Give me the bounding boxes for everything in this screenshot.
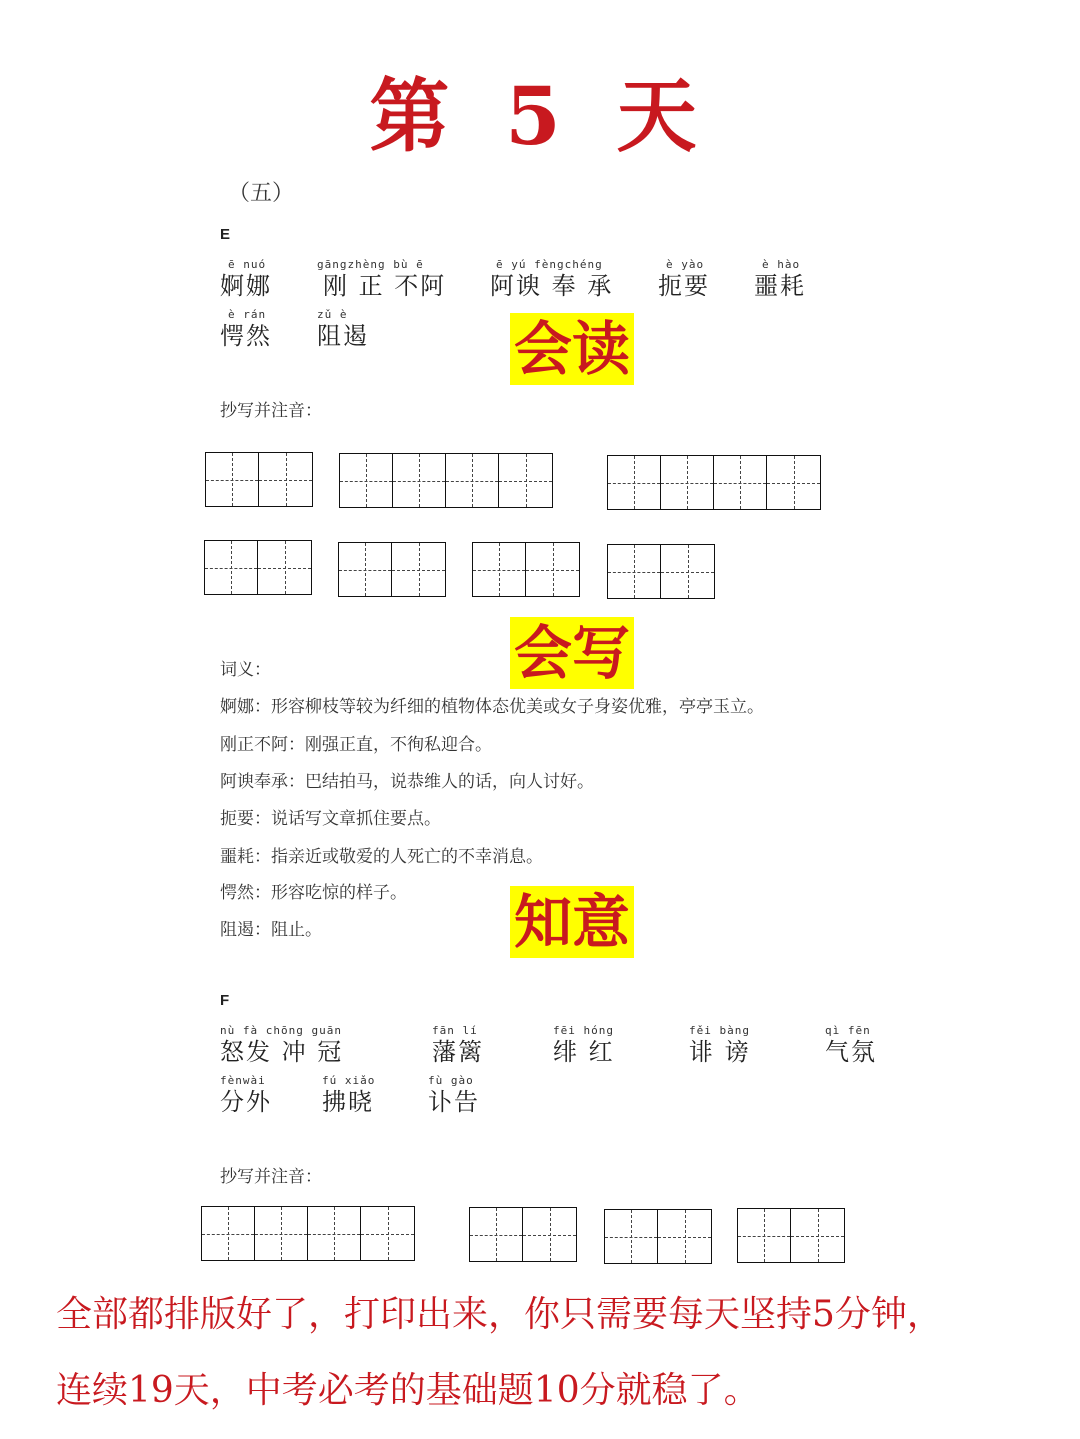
stamp-read: 会读 <box>510 313 634 385</box>
word-e-6 <box>220 308 272 351</box>
definition-item: 愕然：形容吃惊的样子。 <box>220 883 407 903</box>
hanzi: 扼要 <box>658 272 710 300</box>
word-f-4 <box>689 1024 751 1067</box>
hanzi: 愕然 <box>220 322 272 350</box>
writing-grid[interactable] <box>204 540 312 595</box>
word-f-1 <box>220 1024 343 1067</box>
hanzi: 绯 红 <box>553 1038 615 1066</box>
pinyin: fù gào <box>428 1074 474 1087</box>
hanzi: 怒发 冲 冠 <box>220 1038 344 1066</box>
writing-grid[interactable] <box>604 1209 712 1264</box>
definition-item: 刚正不阿：刚强正直，不徇私迎合。 <box>220 735 492 755</box>
definition-item: 扼要：说话写文章抓住要点。 <box>220 809 441 829</box>
word-f-7 <box>322 1074 375 1117</box>
pinyin: zǔ è <box>317 308 348 321</box>
word-e-5 <box>754 258 806 301</box>
stamp-meaning: 知意 <box>510 886 634 958</box>
promo-line-2: 连续19天，中考必考的基础题10分就稳了。 <box>56 1370 760 1411</box>
section-f-letter: F <box>220 992 230 1009</box>
pinyin: è rán <box>228 308 267 321</box>
word-e-1 <box>220 258 272 301</box>
page-title: 第 5 天 <box>369 69 711 163</box>
hanzi: 分外 <box>220 1088 272 1116</box>
definition-item: 阻遏：阻止。 <box>220 920 322 940</box>
writing-grid[interactable] <box>338 542 446 597</box>
pinyin: ē nuó <box>228 258 267 271</box>
pinyin: fēi hóng <box>553 1024 614 1037</box>
pinyin: è hào <box>762 258 801 271</box>
pinyin: qì fēn <box>825 1024 871 1037</box>
word-e-4 <box>658 258 710 301</box>
writing-grid[interactable] <box>469 1207 577 1262</box>
writing-grid[interactable] <box>472 542 580 597</box>
definition-item: 噩耗：指亲近或敬爱的人死亡的不幸消息。 <box>220 847 543 867</box>
copy-label-f: 抄写并注音： <box>220 1167 322 1187</box>
hanzi: 刚 正 不阿 <box>323 272 447 300</box>
stamp-write: 会写 <box>510 617 634 689</box>
word-f-3 <box>553 1024 615 1067</box>
writing-grid[interactable] <box>339 453 553 508</box>
writing-grid[interactable] <box>607 455 821 510</box>
writing-grid[interactable] <box>205 452 313 507</box>
hanzi: 气氛 <box>825 1038 877 1066</box>
writing-grid[interactable] <box>737 1208 845 1263</box>
copy-label-e: 抄写并注音： <box>220 401 322 421</box>
definition-item: 阿谀奉承：巴结拍马，说恭维人的话，向人讨好。 <box>220 772 594 792</box>
hanzi: 噩耗 <box>754 272 806 300</box>
word-f-6 <box>220 1074 272 1117</box>
promo-line-1: 全部都排版好了，打印出来，你只需要每天坚持5分钟， <box>56 1294 943 1335</box>
word-f-2 <box>432 1024 484 1067</box>
pinyin: fènwài <box>220 1074 266 1087</box>
section-e-letter: E <box>220 226 231 243</box>
hanzi: 诽 谤 <box>689 1038 751 1066</box>
pinyin: fú xiǎo <box>322 1074 376 1087</box>
pinyin: fān lí <box>432 1024 478 1037</box>
word-f-5 <box>825 1024 877 1067</box>
word-e-3 <box>490 258 613 301</box>
writing-grid[interactable] <box>607 544 715 599</box>
definition-item: 婀娜：形容柳枝等较为纤细的植物体态优美或女子身姿优雅，亭亭玉立。 <box>220 697 764 717</box>
hanzi: 藩篱 <box>432 1038 484 1066</box>
hanzi: 拂晓 <box>322 1088 374 1116</box>
definitions-label: 词义： <box>220 660 271 680</box>
pinyin: fěi bàng <box>689 1024 750 1037</box>
word-e-7 <box>317 308 369 351</box>
hanzi: 阻遏 <box>317 322 369 350</box>
pinyin: nù fà chōng guān <box>220 1024 342 1037</box>
writing-grid[interactable] <box>201 1206 415 1261</box>
word-e-2 <box>317 258 446 301</box>
hanzi: 婀娜 <box>220 272 272 300</box>
pinyin: è yào <box>666 258 705 271</box>
hanzi: 阿谀 奉 承 <box>490 272 614 300</box>
pinyin: gāngzhèng bù ē <box>317 258 424 271</box>
hanzi: 讣告 <box>428 1088 480 1116</box>
word-f-8 <box>428 1074 480 1117</box>
pinyin: ē yú fèngchéng <box>496 258 603 271</box>
section-number: （五） <box>228 181 295 206</box>
